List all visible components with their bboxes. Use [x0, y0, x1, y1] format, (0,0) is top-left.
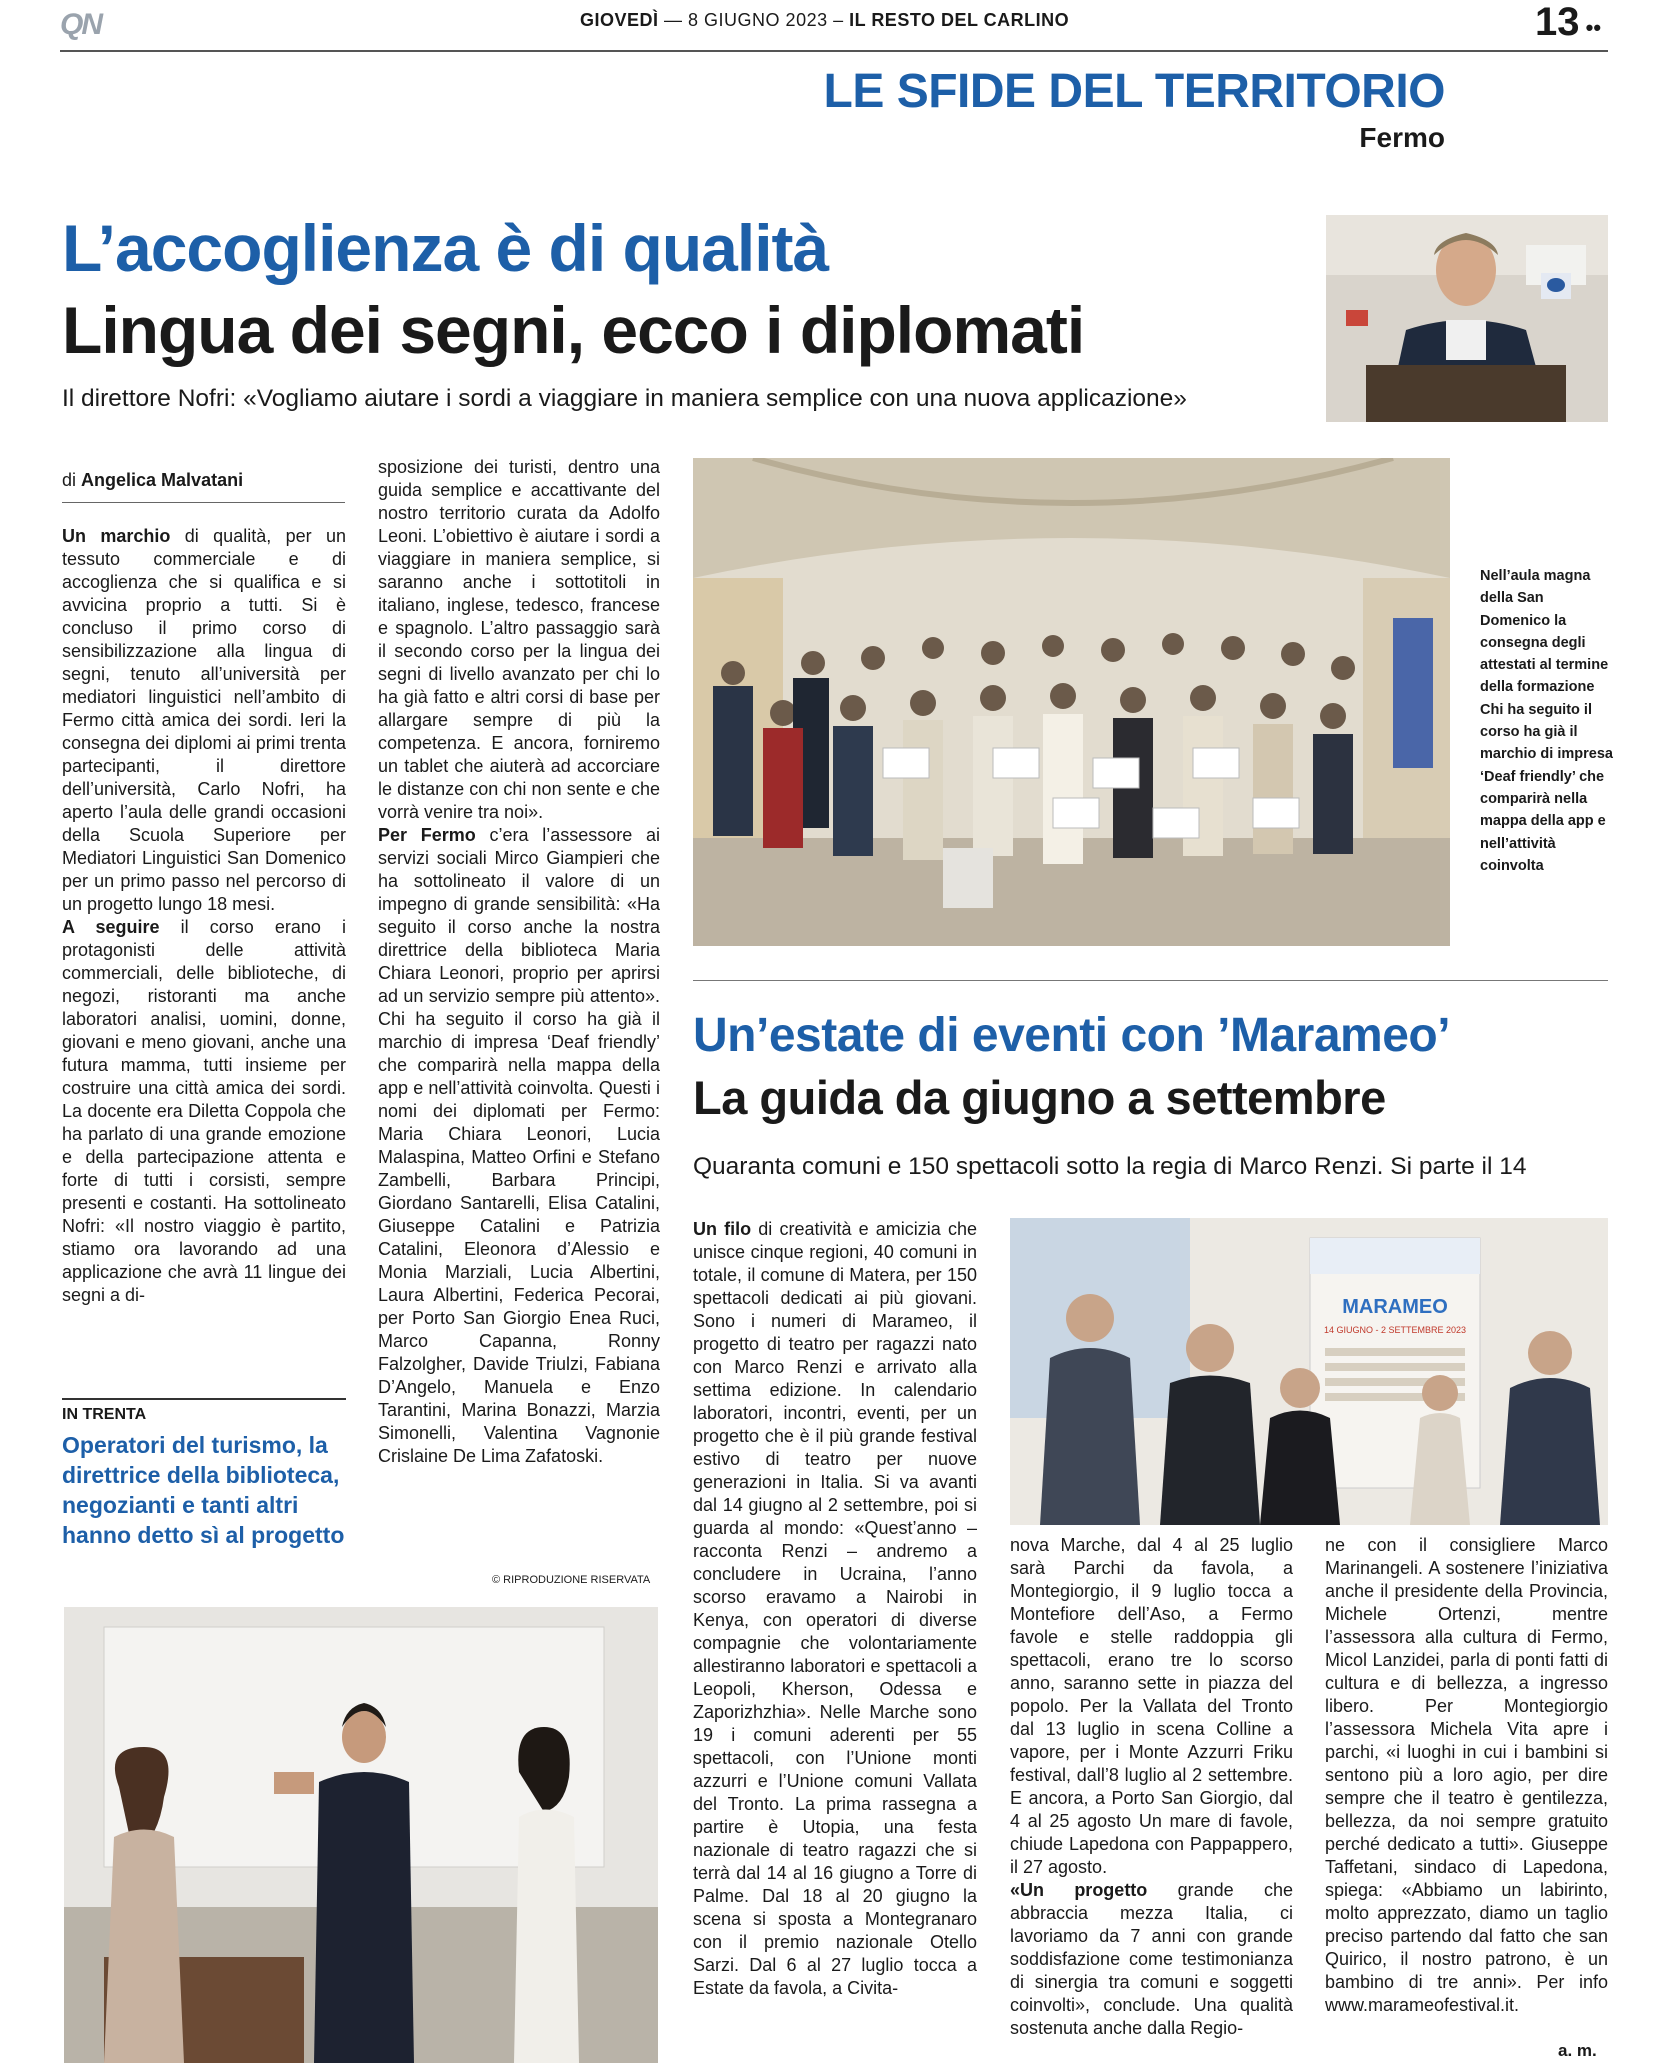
box-highlight: Operatori del turismo, la direttrice della biblioteca, negozianti e tanti altri hanno detto sì al progetto	[62, 1432, 345, 1548]
lead-in: Un filo	[693, 1219, 752, 1239]
poster-dates: 14 GIUGNO - 2 SETTEMBRE 2023	[1323, 1325, 1467, 1335]
folio-day: GIOVEDÌ	[580, 10, 659, 30]
article2-paragraph-3	[1010, 1879, 1293, 2040]
article1-paragraph-4	[378, 824, 660, 1468]
section-title: LE SFIDE DEL TERRITORIO	[823, 65, 1445, 118]
marameo-photo	[1010, 1218, 1608, 1525]
paragraph-text: c’era l’assessore ai servizi sociali Mirco Giampieri che ha sottolineato il valore di un impegno di grande sensibilità: «Ha seguito il corso anche la nostra direttrice della biblioteca Maria Chiara Leonori, proprio per aprirsi ad un servizio sempre più attento». Chi ha seguito il corso ha già il marchio di impresa ‘Deaf friendly’ che comparirà nella mappa della app e nell’attività coinvolta. Questi i nomi dei diplomati per Fermo: Maria Chiara Leonori, Lucia Malaspina, Matteo Orfini e Stefano Zambelli, Barbara Principi, Giordano Santarelli, Elisa Catalini, Giuseppe Catalini e Patrizia Catalini, Eleonora d’Alessio e Monia Marziali, Lucia Albertini, Laura Albertini, Federica Pecorai, per Porto San Giorgio Enea Ruci, Marco Capanna, Ronny Falzolgher, Davide Triulzi, Fabiana D’Angelo, Manuela e Enzo Tarantini, Marina Bonazzi, Marzia Simonelli, Valentina Vagnonie Crislaine De Lima Zafatoski.	[378, 825, 660, 1466]
photo-caption: Nell’aula magna della San Domenico la consegna degli attestati al termine della formazione Chi ha seguito il corso ha già il marchio di impresa ‘Deaf friendly’ che comparirà nella mappa della app e nell’attività coinvolta	[1480, 568, 1613, 874]
speaker-photo	[1326, 215, 1608, 422]
article1-paragraph-1	[62, 525, 346, 916]
page-number-dots: ••	[1579, 15, 1602, 40]
article-divider	[693, 980, 1608, 981]
byline-author: Angelica Malvatani	[81, 470, 244, 490]
byline	[62, 470, 243, 491]
author-initials: a. m.	[1558, 2041, 1597, 2060]
page-number-value: 13	[1535, 0, 1580, 44]
masthead-rule	[60, 50, 1608, 52]
lead-in: «Un progetto	[1010, 1880, 1148, 1900]
byline-rule	[62, 502, 345, 503]
article1-column-1	[62, 525, 346, 1307]
article-subhead: Il direttore Nofri: «Vogliamo aiutare i sordi a viaggiare in maniera semplice con una nuova applicazione»	[62, 385, 1187, 412]
group-photo	[693, 458, 1450, 946]
article2-paragraph-1	[693, 1218, 977, 2000]
folio-date: 8 GIUGNO 2023	[688, 10, 828, 30]
article2-subhead: Quaranta comuni e 150 spettacoli sotto la regia di Marco Renzi. Si parte il 14	[693, 1153, 1527, 1180]
article2-column-1	[693, 1218, 977, 2000]
article1-column-2	[378, 456, 660, 1468]
lead-in: A seguire	[62, 917, 160, 937]
newspaper-logo: QN	[60, 8, 101, 41]
paragraph-text: grande che abbraccia mezza Italia, ci lavoriamo da 7 anni con grande soddisfazione come testimonianza di sinergia tra comuni e soggetti coinvolti», conclude. Una qualità sostenuta anche dalla Regio-	[1010, 1880, 1293, 2038]
poster-title: MARAMEO	[1342, 1296, 1448, 1318]
article2-headline: La guida da giugno a settembre	[693, 1071, 1386, 1124]
box-label: IN TRENTA	[62, 1406, 147, 1423]
section-city: Fermo	[1359, 122, 1445, 153]
article2-column-2	[1010, 1534, 1293, 2040]
lead-in: Un marchio	[62, 526, 171, 546]
folio-line: GIOVEDÌ — 8 GIUGNO 2023 – IL RESTO DEL CARLINO	[580, 10, 1070, 30]
sign-language-photo	[64, 1607, 658, 2063]
article1-paragraph-3: sposizione dei turisti, dentro una guida semplice e accattivante del nostro territorio curata da Adolfo Leoni. L’obiettivo è aiutare i sordi a viaggiare in maniera semplice, si saranno anche i sottotitoli in italiano, inglese, tedesco, francese e spagnolo. L’altro passaggio sarà il secondo corso per la lingua dei segni di livello avanzato per chi lo ha già fatto e altri corsi di base per allargare sempre di più la competenza. E ancora, forniremo un tablet che aiuterà ad accorciare le distanze con chi non sente e che vorrà venire tra noi».	[378, 457, 660, 822]
paragraph-text: di creatività e amicizia che unisce cinque regioni, 40 comuni in totale, il comune di Matera, per 150 spettacoli dedicati ai più giovani. Sono i numeri di Marameo, il progetto di teatro per ragazzi nato con Marco Renzi e arrivato alla settima edizione. In calendario laboratori, incontri, eventi, per un progetto che è il più grande festival estivo di teatro per nuove generazioni in Italia. Si va avanti dal 14 giugno al 2 settembre, poi si guarda al mondo: «Quest’anno – racconta Renzi – andremo a concludere in Ucraina, l’anno scorso eravamo a Nairobi in Kenya, con operatori di diverse compagnie che volontariamente allestiranno laboratori e spettacoli a Leopoli, Kherson, Odessa e Zaporizhzhia». Nelle Marche sono 19 i comuni aderenti per 55 spettacoli, con l’Unione monti azzurri e l’Unione comuni Vallata del Tronto. La prima rassegna a partire è Utopia, una festa nazionale di teatro ragazzi che si terrà dal 14 al 16 giugno a Torre di Palme. Dal 18 al 20 giugno la scena si sposta a Montegranaro con il premio nazionale Otello Sarzi. Dal 6 al 27 luglio tocca a Estate da favola, a Civita-	[693, 1219, 977, 1998]
article-kicker: L’accoglienza è di qualità	[62, 211, 829, 285]
article1-paragraph-2	[62, 916, 346, 1307]
page-number	[1535, 0, 1601, 45]
article2-paragraph-4: ne con il consigliere Marco Marinangeli. A sostenere l’iniziativa anche il presidente della Provincia, Michele Ortenzi, mentre l’assessora alla cultura di Fermo, Micol Lanzidei, parla di ponti fatti di cultura e di bellezza, a ingresso libero. Per Montegiorgio l’assessora Michela Vita apre i parchi, «i luoghi in cui i bambini si sentono più a loro agio, per dire sempre che il teatro è gentilezza, bellezza, da noi sempre gratuito perché dedicato a tutti». Giuseppe Taffetani, sindaco di Lapedona, spiega: «Abbiamo un labirinto, molto apprezzato, diamo un taglio preciso partendo dal fatto che san Quirico, il nostro patrono, è un bambino di tre anni». Per info www.marameofestival.it.	[1325, 1535, 1608, 2015]
article-headline: Lingua dei segni, ecco i diplomati	[62, 293, 1085, 367]
folio-newspaper: IL RESTO DEL CARLINO	[849, 10, 1070, 30]
article2-kicker: Un’estate di eventi con ’Marameo’	[693, 1009, 1451, 1062]
lead-in: Per Fermo	[378, 825, 476, 845]
paragraph-text: di qualità, per un tessuto commerciale e di accoglienza che si qualifica e si avvicina proprio a tutti. Si è concluso il primo corso di sensibilizzazione alla lingua di segni, tenuto all’università per mediatori linguistici nell’ambito di Fermo città amica dei sordi. Ieri la consegna dei diplomi ai primi trenta partecipanti, il direttore dell’università, Carlo Nofri, ha aperto l’aula delle grandi occasioni della Scuola Superiore per Mediatori Linguistici San Domenico per un primo passo nel percorso di un progetto lungo 18 mesi.	[62, 526, 346, 914]
article2-paragraph-2: nova Marche, dal 4 al 25 luglio sarà Parchi da favola, a Montegiorgio, il 9 luglio tocca a Montefiore dell’Aso, a Fermo favole e stelle raddoppia gli spettacoli, erano tre lo scorso anno, saranno sette in piazza del popolo. Per la Vallata del Tronto dal 13 luglio in scena Colline a vapore, per i Monte Azzurri Friku festival, dall’8 luglio al 2 settembre. E ancora, a Porto San Giorgio, dal 4 al 25 agosto Un mare di favole, chiude Lapedona con Pappappero, il 27 agosto.	[1010, 1535, 1293, 1877]
box-rule	[62, 1398, 346, 1400]
paragraph-text: il corso erano i protagonisti delle attività commerciali, delle biblioteche, di negozi, ristoranti ma anche laboratori analisi, uomini, donne, giovani e meno giovani, anche una futura mamma, tutti insieme per costruire una città amica dei sordi. La docente era Diletta Coppola che ha parlato di una grande emozione e della partecipazione attenta e forte di tutti i corsisti, sempre presenti e costanti. Ha sottolineato Nofri: «Il nostro viaggio è partito, stiamo ora lavorando ad una applicazione che avrà 11 lingue dei segni a di-	[62, 917, 346, 1305]
copyright-note: © RIPRODUZIONE RISERVATA	[492, 1574, 651, 1586]
byline-prefix: di	[62, 470, 77, 490]
article2-column-3	[1325, 1534, 1608, 2017]
